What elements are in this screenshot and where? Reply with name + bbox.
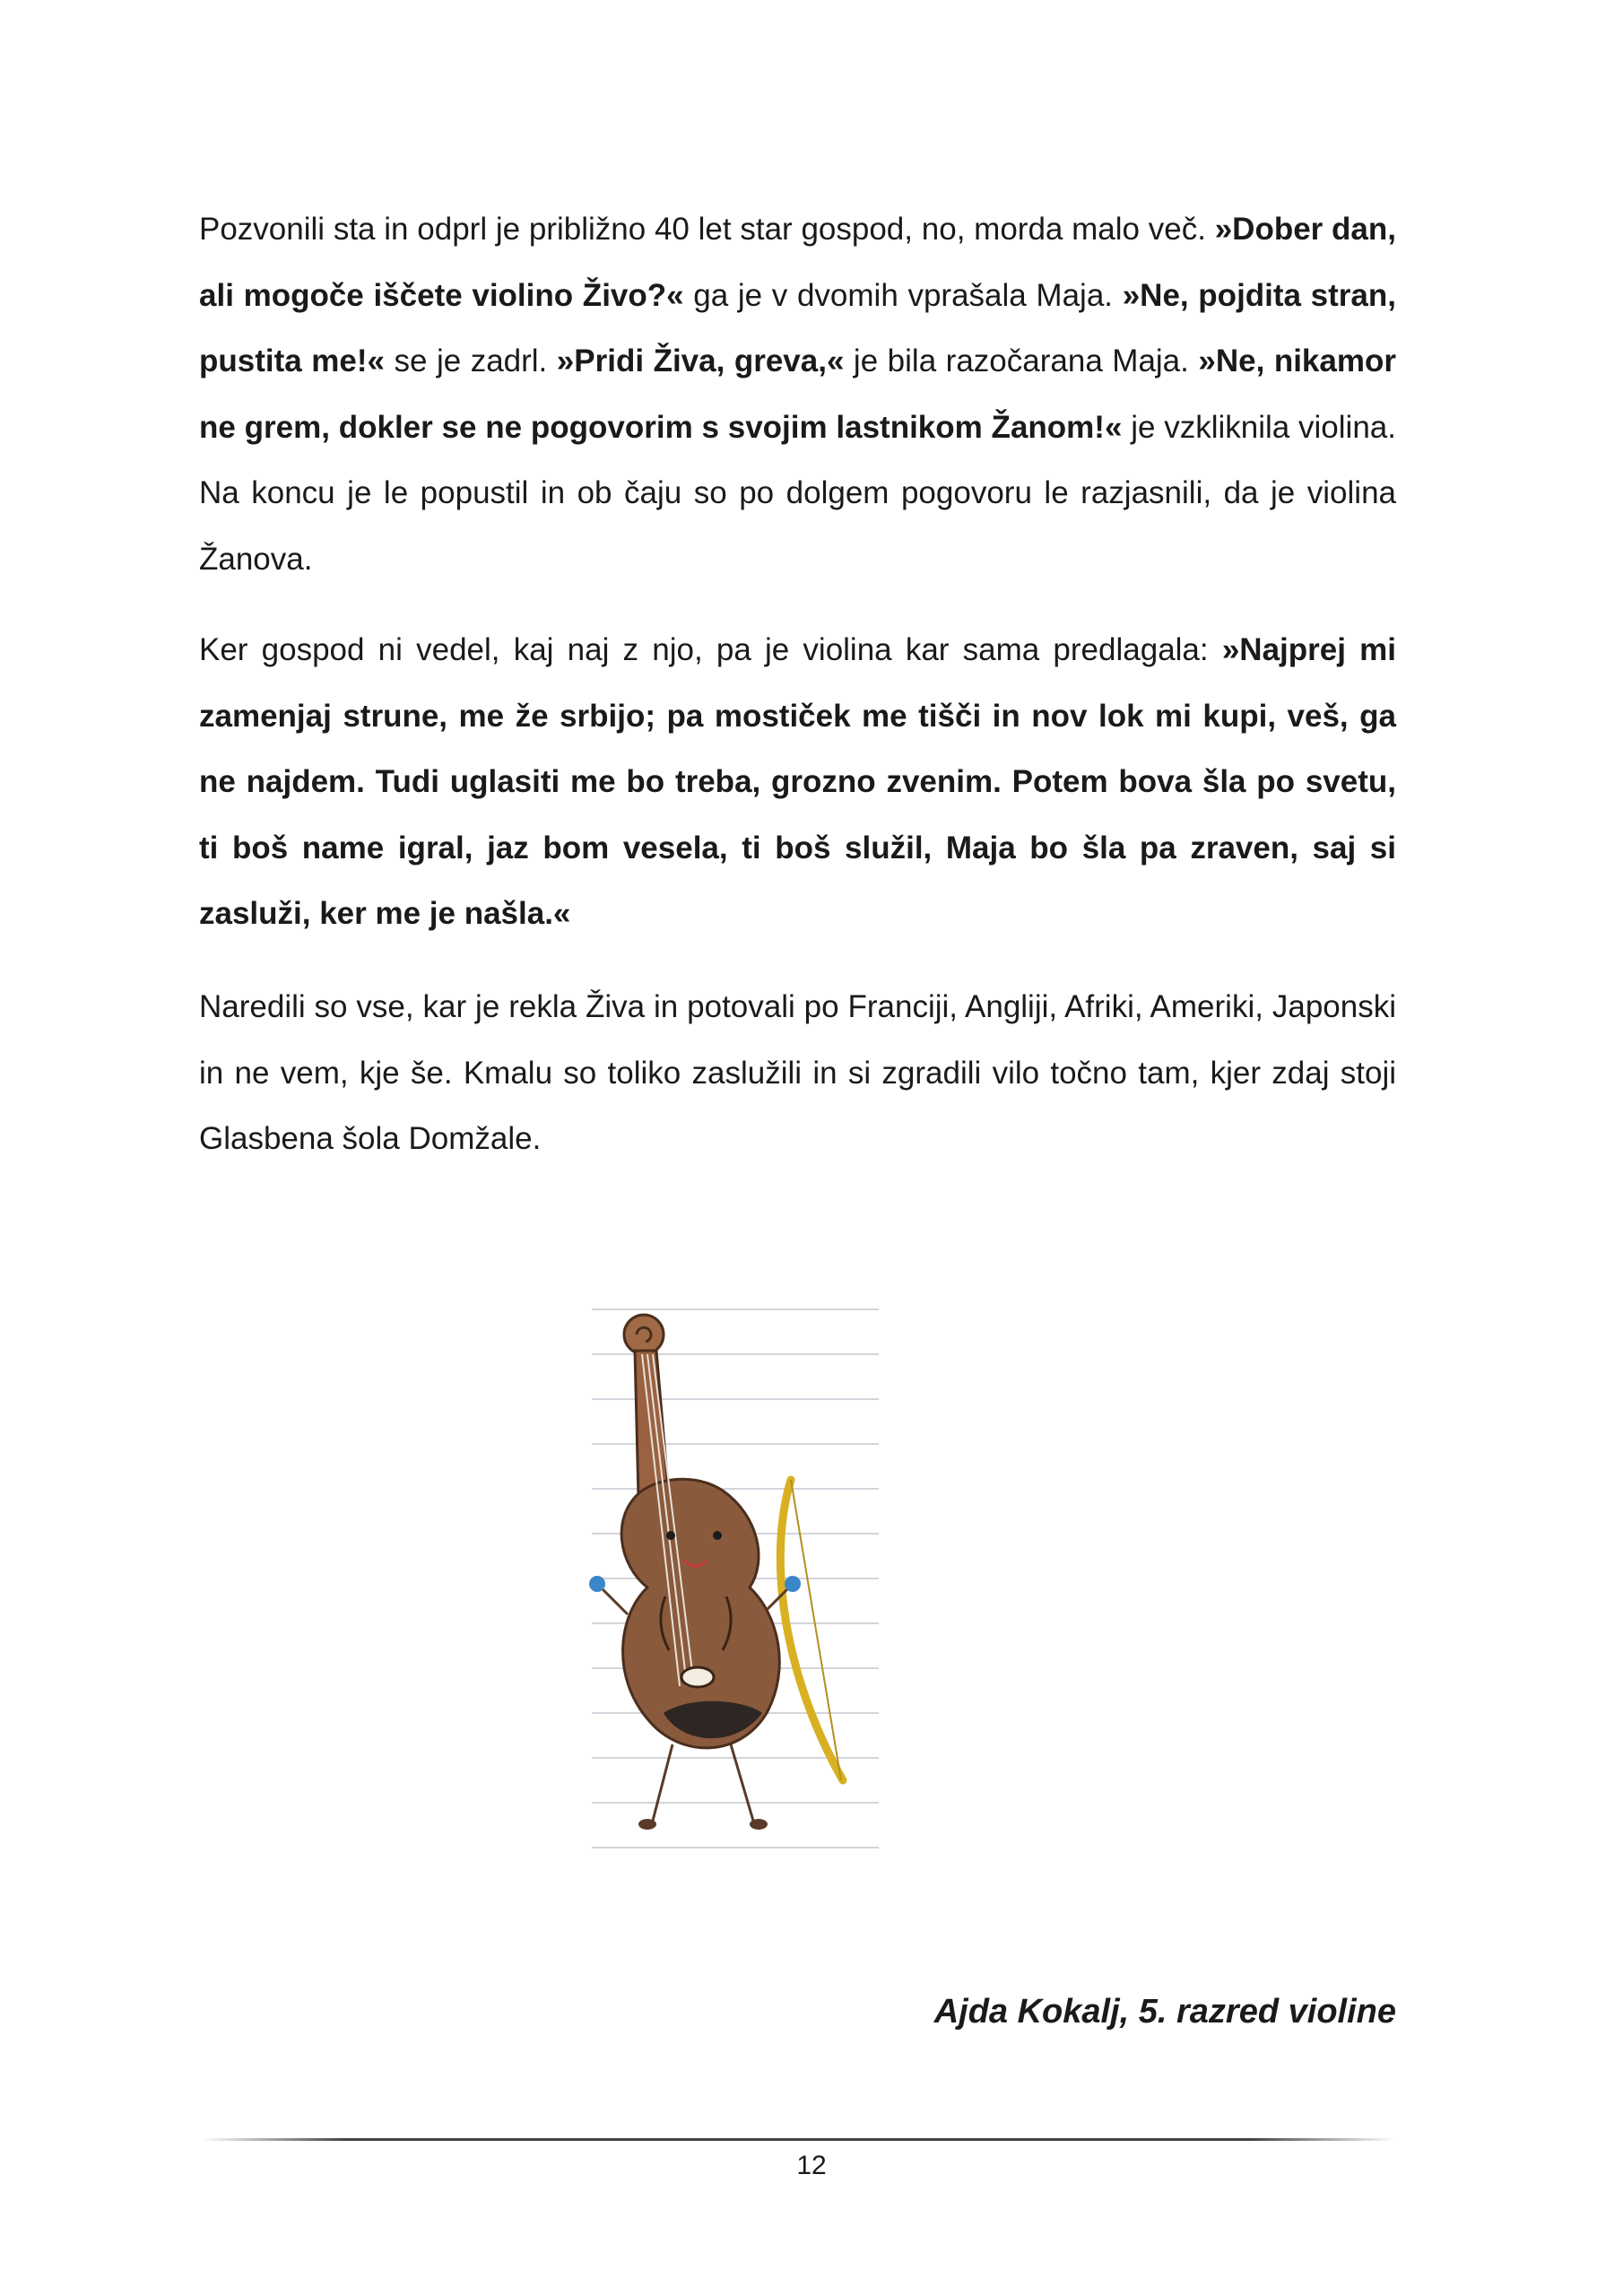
bold-text-run: »Ne, nikamor ne grem, dokler se ne pogovorim s svojim lastnikom Žanom!« [199,344,1396,445]
author-signature: Ajda Kokalj, 5. razred violine [933,1993,1396,2031]
violin-scroll [624,1315,664,1354]
paragraph-1 [199,196,1396,592]
text-run: Pozvonili sta in odprl je približno 40 let star gospod, no, morda malo več. [199,212,1215,247]
paragraph-2 [199,617,1396,947]
violin-eye-right [713,1531,722,1540]
text-run: je bila razočarana Maja. [844,344,1199,378]
text-run: ga je v dvomih vprašala Maja. [683,277,1123,313]
bold-text-run: »Pridi Živa, greva,« [556,344,845,378]
text-run: Ker gospod ni vedel, kaj naj z njo, pa je violina kar sama predlagala: [199,632,1222,667]
footer-rule [202,2138,1394,2141]
bold-text-run: »Dober dan, ali mogoče iščete violino Živo?« [199,212,1396,313]
page-number: 12 [796,2151,827,2180]
violin-drawing [583,1292,888,1866]
violin-neck [635,1351,669,1498]
text-run: Naredili so vse, kar je rekla Živa in potovali po Franciji, Angliji, Afriki, Ameriki, Japonski in ne vem, kje še. Kmalu so toliko zaslužili in si zgradili vilo točno tam, kjer zdaj stoji Glasbena šola Domžale. [199,989,1396,1156]
bold-text-run: »Najprej mi zamenjaj strune, me že srbijo; pa mostiček me tišči in nov lok mi kupi, veš, ga ne najdem. Tudi uglasiti me bo treba, grozno zvenim. Potem bova šla po svetu, ti boš name igral, jaz bom vesela, ti boš služil, Maja bo šla pa zraven, saj si zasluži, ker me je našla.« [199,632,1396,931]
paragraph-3 [199,974,1396,1172]
text-run: je vzkliknila violina. Na koncu je le popustil in ob čaju so po dolgem pogovoru le razjasnili, da je violina Žanova. [199,409,1396,577]
bold-text-run: »Ne, pojdita stran, pustita me!« [199,277,1396,378]
text-run: se je zadrl. [384,344,557,378]
violin-eye-left [666,1531,675,1540]
violin-bridge [681,1667,714,1687]
